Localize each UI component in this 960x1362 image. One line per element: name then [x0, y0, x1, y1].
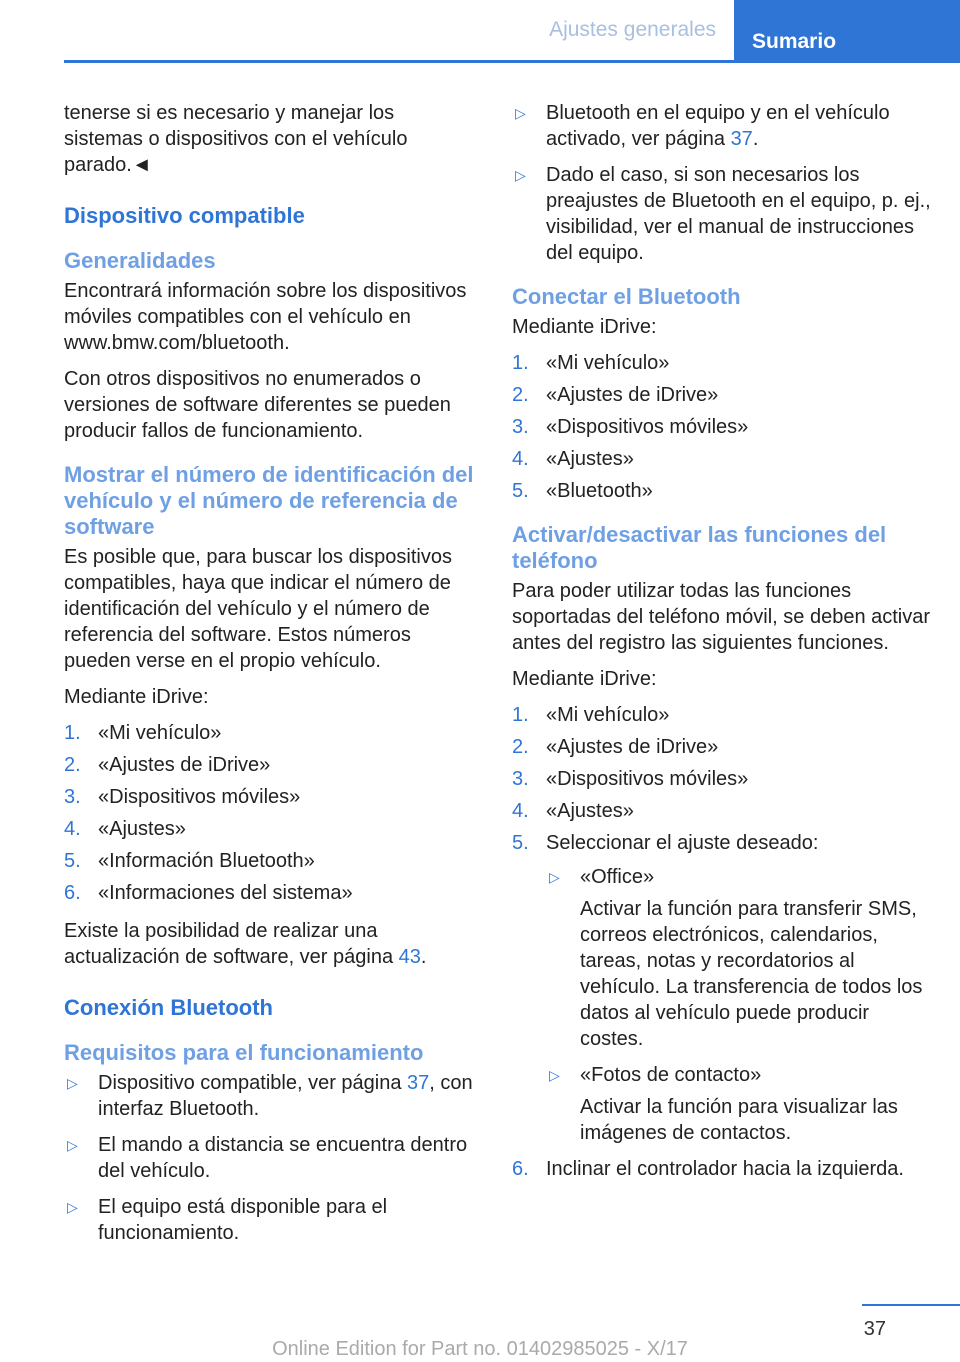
- list-item: [546, 864, 932, 1052]
- option-title: «Office»: [580, 866, 655, 888]
- mediante-idrive-label: Mediante iDrive:: [512, 316, 657, 338]
- list-item: [512, 446, 932, 472]
- step-number: 2.: [64, 754, 81, 776]
- step-text: «Mi vehículo»: [546, 704, 670, 726]
- step-number: 5.: [512, 832, 529, 854]
- heading-mostrar-numero: Mostrar el número de identificación del vehículo y el número de referencia de software: [64, 462, 474, 539]
- steps-list-conectar: [512, 350, 932, 504]
- sub-options-list: [546, 864, 932, 1146]
- step-number: 4.: [512, 448, 529, 470]
- steps-list-activar: [512, 702, 932, 1182]
- list-item: [512, 382, 932, 408]
- requirements-list: [64, 1070, 476, 1246]
- step-number: 4.: [64, 818, 81, 840]
- list-item: [64, 816, 476, 842]
- step-text: Inclinar el controlador hacia la izquierda.: [546, 1158, 904, 1180]
- step-text: «Ajustes»: [98, 818, 186, 840]
- mediante-idrive-label: Mediante iDrive:: [512, 668, 657, 690]
- paragraph-activar: Para poder utilizar todas las funciones soportadas del teléfono móvil, se deben activar antes del registro las siguientes funciones.: [512, 580, 931, 654]
- page-link-37[interactable]: 37: [730, 128, 753, 150]
- option-description: Activar la función para visualizar las imágenes de contactos.: [580, 1096, 898, 1144]
- step-text: «Ajustes»: [546, 800, 634, 822]
- step-text: «Dispositivos móviles»: [98, 786, 301, 808]
- option-description: Activar la función para transferir SMS, correos electrónicos, calendarios, tareas, notas y recordatorios al vehículo. La transferencia de todos los datos al vehículo puede producir costes.: [580, 898, 923, 1050]
- heading-conexion-bluetooth: Conexión Bluetooth: [64, 995, 273, 1020]
- step-text: «Información Bluetooth»: [98, 850, 315, 872]
- triangle-bullet-icon: ▷: [67, 1075, 78, 1091]
- requirements-list-continued: [512, 100, 932, 266]
- header-divider: [64, 60, 960, 63]
- step-text: «Ajustes»: [546, 448, 634, 470]
- req-text: Dado el caso, si son necesarios los preajustes de Bluetooth en el equipo, p. ej., visibilidad, ver el manual de instrucciones del equipo.: [546, 164, 931, 264]
- intro-paragraph: tenerse si es necesario y manejar los sistemas o dispositivos con el vehículo parado.◄: [64, 102, 408, 176]
- list-item: [64, 1132, 476, 1184]
- list-item: [64, 1194, 476, 1246]
- header-section-tab[interactable]: [531, 0, 734, 60]
- step-text: «Mi vehículo»: [546, 352, 670, 374]
- step-text: «Ajustes de iDrive»: [546, 384, 719, 406]
- step-number: 3.: [512, 416, 529, 438]
- header-sumario-label: Sumario: [752, 30, 837, 53]
- mediante-idrive-label: Mediante iDrive:: [64, 686, 209, 708]
- page-number: 37: [863, 1318, 886, 1340]
- req-text: El equipo está disponible para el funcionamiento.: [98, 1196, 388, 1244]
- right-column: [512, 100, 932, 1194]
- list-item: [64, 1070, 476, 1122]
- step-number: 1.: [64, 722, 81, 744]
- triangle-bullet-icon: ▷: [67, 1199, 78, 1215]
- step-number: 2.: [512, 384, 529, 406]
- list-item: [512, 100, 932, 152]
- req-text: El mando a distancia se encuentra dentro del vehículo.: [98, 1134, 468, 1182]
- step-number: 3.: [64, 786, 81, 808]
- header-sumario-tab[interactable]: [734, 0, 960, 63]
- step-text: «Ajustes de iDrive»: [98, 754, 271, 776]
- triangle-bullet-icon: ▷: [549, 1067, 560, 1083]
- list-item: [512, 798, 932, 824]
- step-number: 2.: [512, 736, 529, 758]
- triangle-bullet-icon: ▷: [67, 1137, 78, 1153]
- steps-list-identificacion: [64, 720, 476, 906]
- list-item: [512, 830, 932, 1146]
- paragraph-generalidades-2: Con otros dispositivos no enumerados o versiones de software diferentes se pueden producir fallos de funcionamiento.: [64, 368, 451, 442]
- update-text: Existe la posibilidad de realizar una actualización de software, ver página: [64, 920, 399, 968]
- step-text: «Mi vehículo»: [98, 722, 222, 744]
- paragraph-actualizacion: [64, 918, 476, 970]
- list-item: [512, 414, 932, 440]
- list-item: [64, 752, 476, 778]
- list-item: [512, 478, 932, 504]
- list-item: [546, 1062, 932, 1146]
- footer-divider: [862, 1304, 960, 1306]
- step-text: «Dispositivos móviles»: [546, 416, 749, 438]
- heading-dispositivo-compatible: Dispositivo compatible: [64, 203, 305, 228]
- heading-generalidades: Generalidades: [64, 248, 216, 273]
- req-text-end: , con interfaz Bluetooth.: [98, 1072, 473, 1120]
- list-item: [512, 1156, 932, 1182]
- list-item: [64, 848, 476, 874]
- step-number: 5.: [512, 480, 529, 502]
- left-column: [64, 100, 476, 1258]
- page-link-43[interactable]: 43: [398, 946, 421, 968]
- list-item: [64, 880, 476, 906]
- update-text-end: .: [420, 946, 427, 968]
- step-text: Seleccionar el ajuste deseado:: [546, 832, 819, 854]
- step-text: «Informaciones del sistema»: [98, 882, 353, 904]
- edition-watermark: Online Edition for Part no. 01402985025 - X/17: [272, 1338, 688, 1360]
- page-link-37[interactable]: 37: [407, 1072, 430, 1094]
- heading-activar-funciones: Activar/desactivar las funciones del teléfono: [512, 522, 887, 573]
- triangle-bullet-icon: ▷: [549, 869, 560, 885]
- triangle-bullet-icon: ▷: [515, 167, 526, 183]
- req-text: Bluetooth en el equipo y en el vehículo activado, ver página: [546, 102, 890, 150]
- step-number: 1.: [512, 352, 529, 374]
- list-item: [512, 162, 932, 266]
- step-number: 4.: [512, 800, 529, 822]
- paragraph-mostrar: Es posible que, para buscar los dispositivos compatibles, haya que indicar el número de identificación del vehículo y el número de referencia del software. Estos números pueden verse en el propio vehículo.: [64, 546, 452, 672]
- req-text: Dispositivo compatible, ver página: [98, 1072, 408, 1094]
- heading-conectar-bluetooth: Conectar el Bluetooth: [512, 284, 741, 309]
- step-text: «Bluetooth»: [546, 480, 653, 502]
- step-number: 5.: [64, 850, 81, 872]
- list-item: [512, 734, 932, 760]
- step-number: 6.: [512, 1158, 529, 1180]
- triangle-bullet-icon: ▷: [515, 105, 526, 121]
- list-item: [512, 702, 932, 728]
- option-title: «Fotos de contacto»: [580, 1064, 762, 1086]
- list-item: [512, 766, 932, 792]
- heading-requisitos: Requisitos para el funcionamiento: [64, 1040, 424, 1065]
- req-text-end: .: [752, 128, 759, 150]
- list-item: [512, 350, 932, 376]
- step-number: 1.: [512, 704, 529, 726]
- step-number: 3.: [512, 768, 529, 790]
- list-item: [64, 720, 476, 746]
- step-text: «Dispositivos móviles»: [546, 768, 749, 790]
- paragraph-generalidades-1: Encontrará información sobre los dispositivos móviles compatibles con el vehículo en www.bmw.com/bluetooth.: [64, 280, 467, 354]
- list-item: [64, 784, 476, 810]
- step-text: «Ajustes de iDrive»: [546, 736, 719, 758]
- header-section-label: Ajustes generales: [549, 18, 716, 41]
- step-number: 6.: [64, 882, 81, 904]
